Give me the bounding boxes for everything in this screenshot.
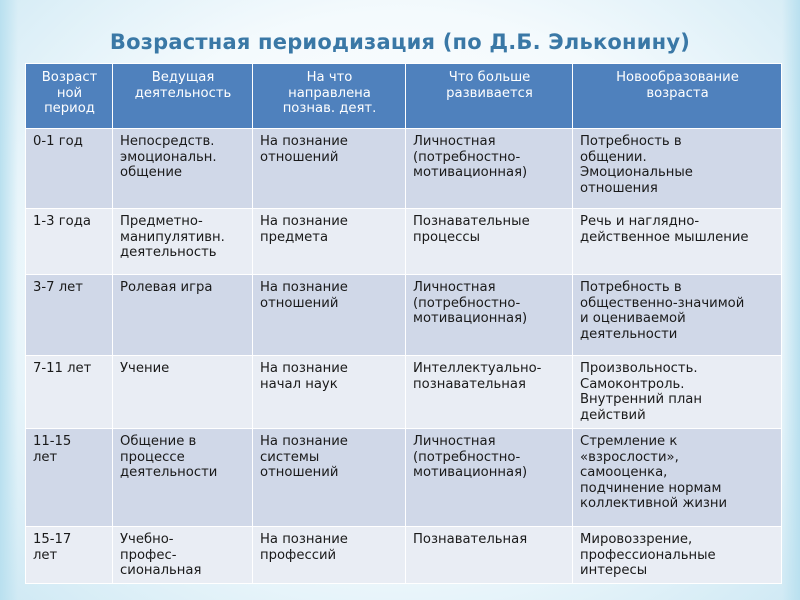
cell-activity: Учение [113,356,253,429]
cell-direction: На познание предмета [253,209,406,275]
header-label: Что больше развивается [446,70,533,101]
cell-direction: На познание системы отношений [253,429,406,527]
table-row [26,356,782,429]
cell-age: 11-15 лет [26,429,113,527]
cell-activity: Непосредств. эмоциональн. общение [113,129,253,209]
cell-develops: Личностная (потребностно- мотивационная) [406,275,573,356]
table-row [26,209,782,275]
cell-neoformation: Потребность в общественно-значимой и оцениваемой деятельности [573,275,782,356]
cell-activity: Общение в процессе деятельности [113,429,253,527]
cell-direction: На познание отношений [253,129,406,209]
header-leading-activity [113,64,253,129]
cell-age: 1-3 года [26,209,113,275]
cell-direction: На познание отношений [253,275,406,356]
table-header-row [26,64,782,129]
cell-neoformation: Речь и наглядно- действенное мышление [573,209,782,275]
table-row [26,429,782,527]
cell-age: 3-7 лет [26,275,113,356]
cell-direction: На познание начал наук [253,356,406,429]
cell-age: 0-1 год [26,129,113,209]
cell-neoformation: Мировоззрение, профессиональные интересы [573,527,782,584]
cell-develops: Интеллектуально- познавательная [406,356,573,429]
cell-neoformation: Потребность в общении. Эмоциональные отношения [573,129,782,209]
header-neoformation [573,64,782,129]
cell-age: 7-11 лет [26,356,113,429]
header-label: Ведущая деятельность [134,70,232,101]
slide-frame-right [782,0,800,600]
cell-age: 15-17 лет [26,527,113,584]
periodization-table [25,63,782,584]
header-label: Новообразование возраста [616,70,739,101]
cell-neoformation: Произвольность. Самоконтроль. Внутренний план действий [573,356,782,429]
header-label: Возраст ной период [41,70,98,117]
cell-develops: Познавательная [406,527,573,584]
header-cognitive-direction [253,64,406,129]
cell-activity: Ролевая игра [113,275,253,356]
slide-title: Возрастная периодизация (по Д.Б. Эльконину) [109,30,691,54]
header-what-develops [406,64,573,129]
header-age-period [26,64,113,129]
table-row [26,129,782,209]
cell-activity: Предметно- манипулятивн. деятельность [113,209,253,275]
cell-activity: Учебно- профес- сиональная [113,527,253,584]
table-row [26,527,782,584]
cell-develops: Познавательные процессы [406,209,573,275]
table-row [26,275,782,356]
cell-neoformation: Стремление к «взрослости», самооценка, подчинение нормам коллективной жизни [573,429,782,527]
header-label: На что направлена познав. деят. [282,70,377,117]
slide-frame-left [0,0,18,600]
cell-develops: Личностная (потребностно- мотивационная) [406,429,573,527]
cell-develops: Личностная (потребностно- мотивационная) [406,129,573,209]
cell-direction: На познание профессий [253,527,406,584]
